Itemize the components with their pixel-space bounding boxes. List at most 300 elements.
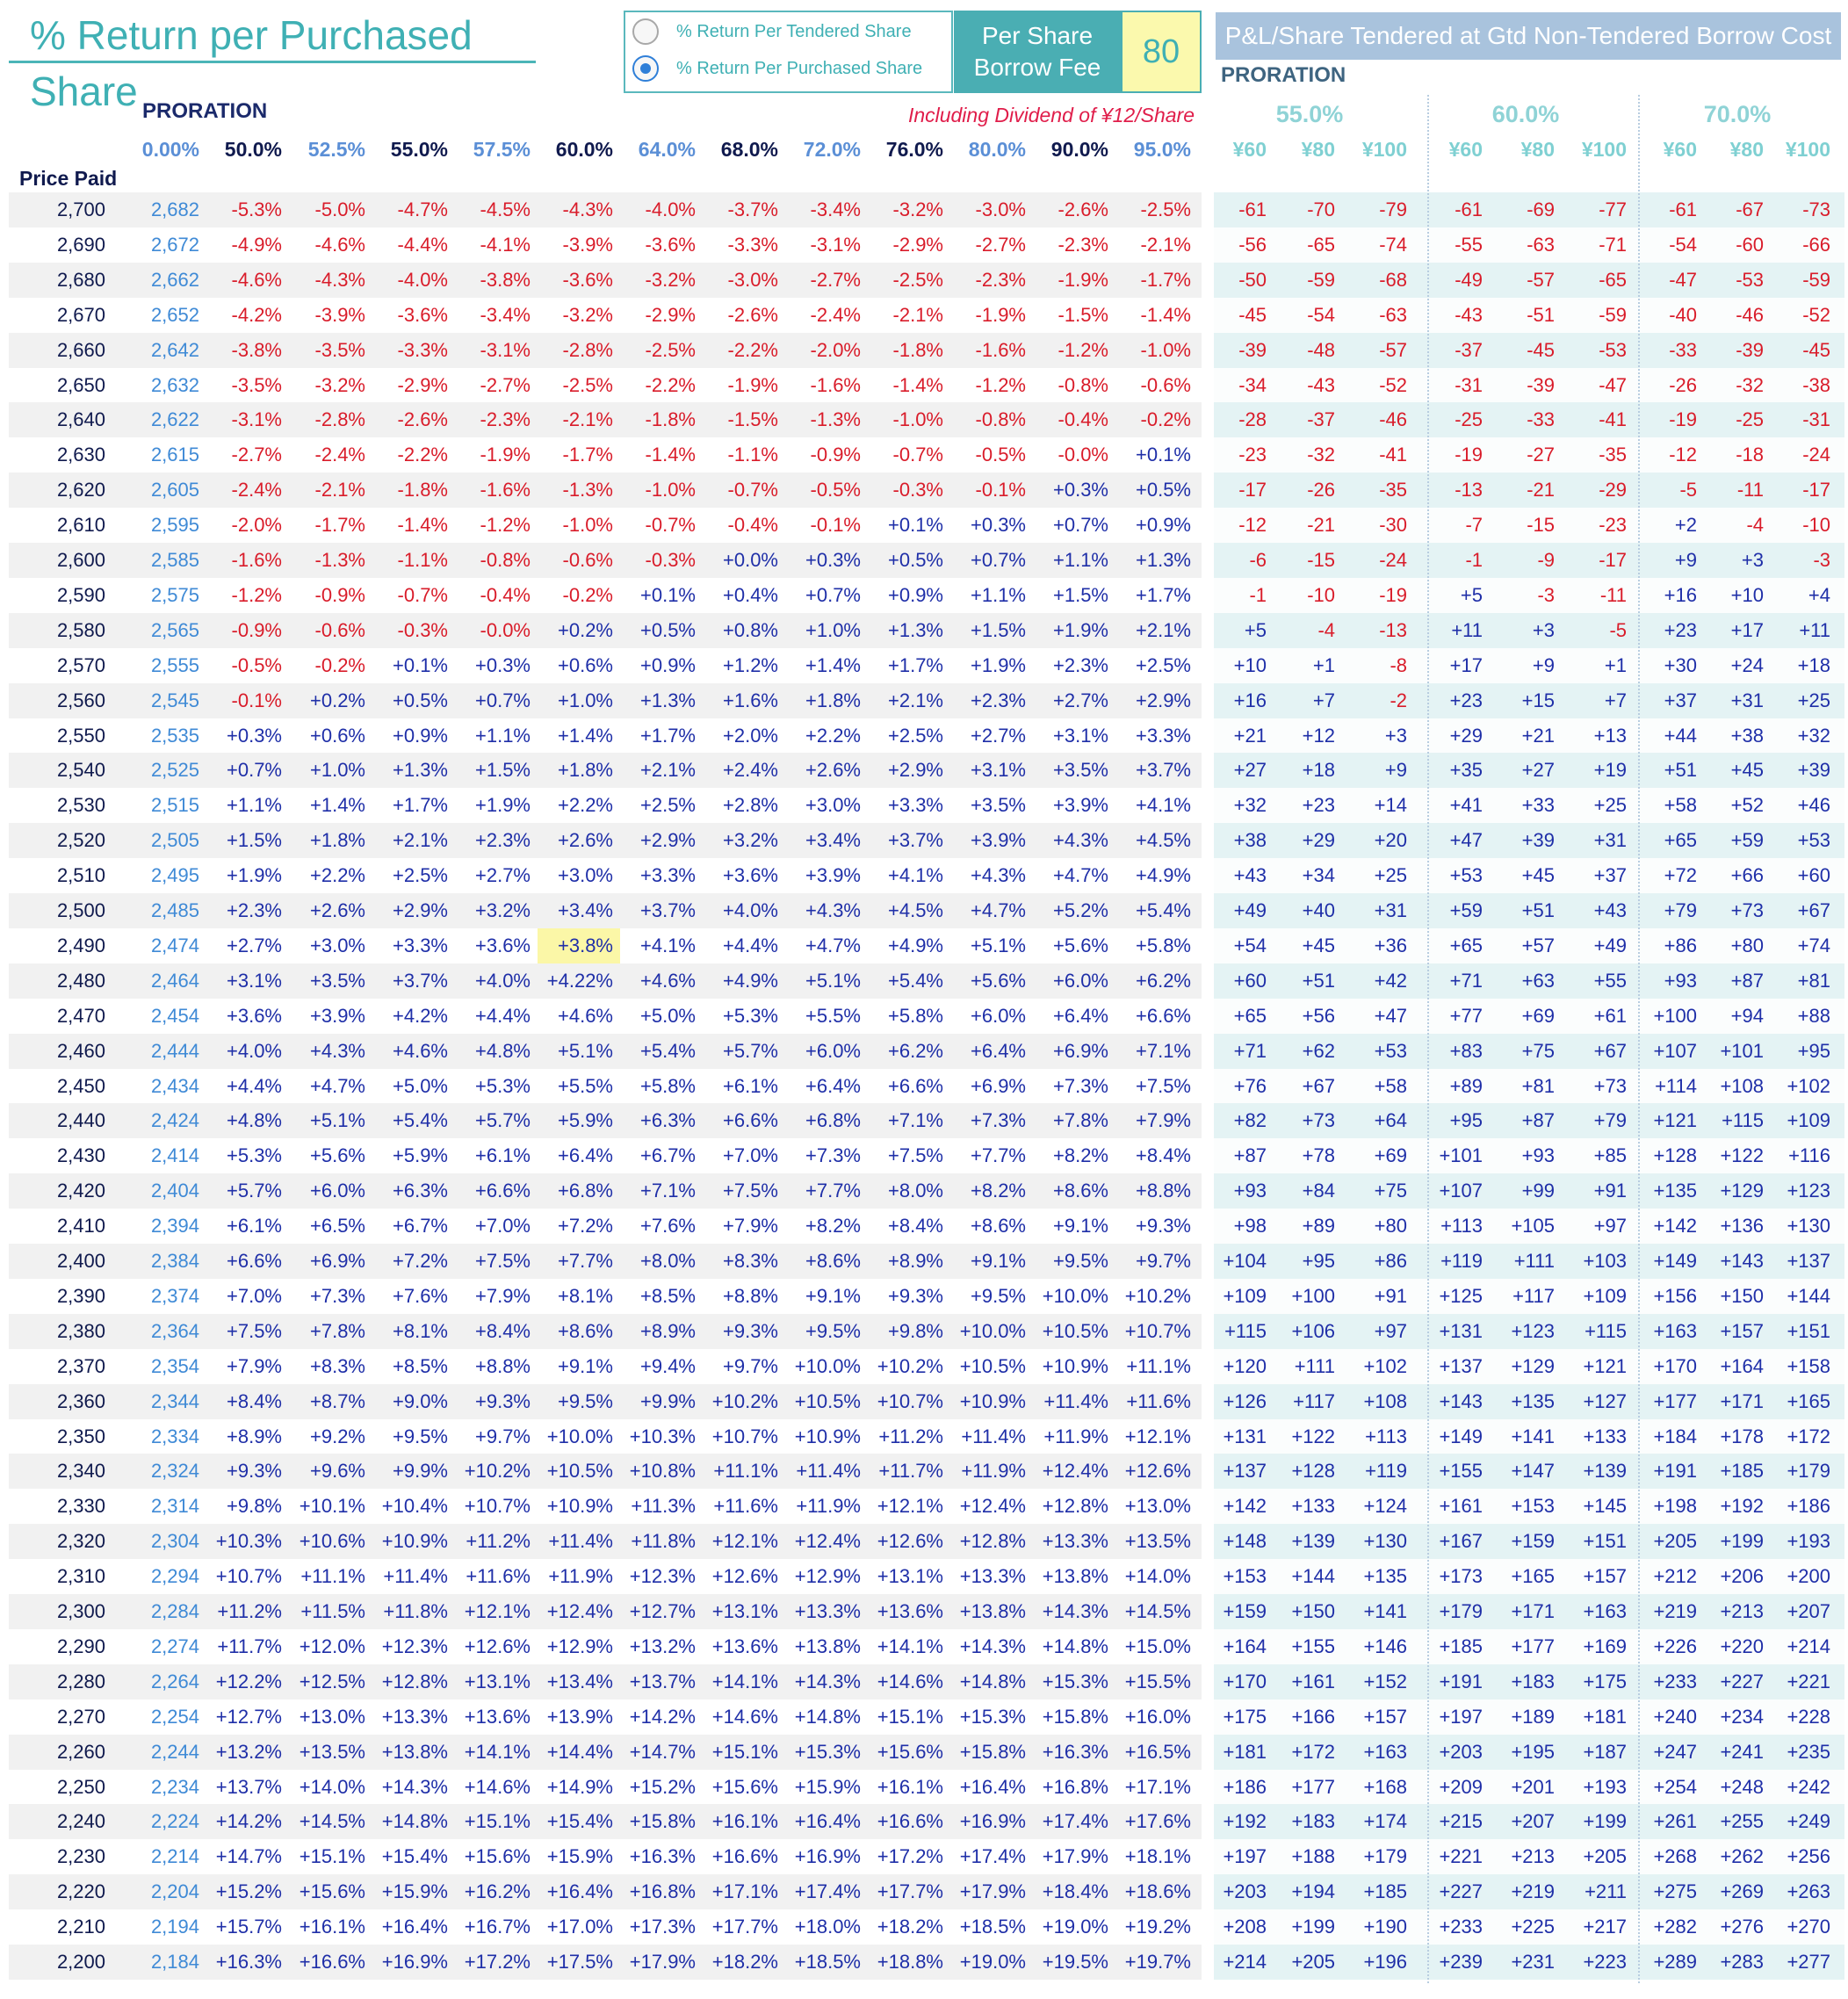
return-cell[interactable]: -0.7% <box>397 583 448 606</box>
pl-cell[interactable]: -60 <box>1736 233 1764 256</box>
return-cell[interactable]: +13.6% <box>711 1635 778 1657</box>
return-cell[interactable]: +3.6% <box>475 934 531 956</box>
pl-cell[interactable]: -15 <box>1527 514 1555 537</box>
return-cell[interactable]: +8.2% <box>805 1215 861 1238</box>
return-cell[interactable]: +17.4% <box>794 1880 861 1903</box>
pl-cell[interactable]: +58 <box>1374 1074 1407 1097</box>
return-cell[interactable]: +10.5% <box>1042 1319 1108 1342</box>
pl-cell[interactable]: -39 <box>1527 373 1555 396</box>
return-cell[interactable]: +8.4% <box>1136 1144 1191 1167</box>
return-cell[interactable]: +7.9% <box>227 1354 282 1377</box>
return-cell[interactable]: +3.3% <box>888 794 943 817</box>
pl-cell[interactable]: +270 <box>1787 1916 1830 1938</box>
pl-cell[interactable]: -17 <box>1802 479 1830 502</box>
return-cell[interactable]: +6.7% <box>640 1144 696 1167</box>
return-cell[interactable]: +11.7% <box>878 1460 943 1483</box>
return-cell[interactable]: -3.0% <box>975 198 1026 220</box>
return-cell[interactable]: +4.3% <box>971 864 1026 887</box>
radio-option-tendered[interactable] <box>632 14 912 49</box>
return-cell[interactable]: +14.8% <box>1042 1635 1108 1657</box>
return-cell[interactable]: +16.9% <box>794 1845 861 1868</box>
pl-cell[interactable]: -17 <box>1238 479 1267 502</box>
return-cell[interactable]: +9.7% <box>723 1354 778 1377</box>
return-cell[interactable]: +17.5% <box>546 1951 613 1973</box>
return-cell[interactable]: +4.3% <box>1053 829 1108 852</box>
return-cell[interactable]: -1.6% <box>810 373 861 396</box>
return-cell[interactable]: +1.5% <box>227 829 282 852</box>
pl-cell[interactable]: +282 <box>1653 1916 1697 1938</box>
pl-cell[interactable]: -10 <box>1802 514 1830 537</box>
pl-cell[interactable]: +158 <box>1787 1354 1830 1377</box>
pl-cell[interactable]: +115 <box>1722 1109 1764 1132</box>
pl-cell[interactable]: +234 <box>1720 1705 1764 1728</box>
return-cell[interactable]: +3.4% <box>805 829 861 852</box>
return-cell[interactable]: +1.3% <box>393 759 448 782</box>
pl-cell[interactable]: -11 <box>1599 583 1627 606</box>
return-cell[interactable]: +9.0% <box>393 1389 448 1412</box>
pl-cell[interactable]: +172 <box>1291 1740 1335 1763</box>
pl-cell[interactable]: -3 <box>1537 583 1555 606</box>
return-cell[interactable]: +3.3% <box>640 864 696 887</box>
return-cell[interactable]: +2.0% <box>723 724 778 747</box>
return-cell[interactable]: -0.9% <box>810 444 861 466</box>
pl-cell[interactable]: -61 <box>1455 198 1483 220</box>
return-cell[interactable]: +15.8% <box>1042 1705 1108 1728</box>
return-cell[interactable]: +1.0% <box>558 689 613 711</box>
pl-cell[interactable]: +85 <box>1593 1144 1627 1167</box>
return-cell[interactable]: +14.6% <box>877 1670 943 1692</box>
return-cell[interactable]: -1.8% <box>397 479 448 502</box>
return-cell[interactable]: +10.5% <box>546 1460 613 1483</box>
pl-cell[interactable]: +36 <box>1374 934 1407 956</box>
pl-cell[interactable]: +13 <box>1593 724 1627 747</box>
return-cell[interactable]: +7.7% <box>805 1180 861 1202</box>
pl-cell[interactable]: -37 <box>1455 338 1483 361</box>
pl-cell[interactable]: -67 <box>1736 198 1764 220</box>
return-cell[interactable]: +15.3% <box>959 1705 1026 1728</box>
pl-cell[interactable]: +53 <box>1797 829 1830 852</box>
pl-cell[interactable]: +79 <box>1593 1109 1627 1132</box>
return-cell[interactable]: +17.9% <box>1042 1845 1108 1868</box>
pl-cell[interactable]: +41 <box>1449 794 1483 817</box>
return-cell[interactable]: -2.5% <box>1140 198 1191 220</box>
pl-cell[interactable]: +15 <box>1521 689 1555 711</box>
return-cell[interactable]: -0.2% <box>562 583 613 606</box>
pl-cell[interactable]: +163 <box>1653 1319 1697 1342</box>
return-cell[interactable]: +16.7% <box>464 1916 531 1938</box>
return-cell[interactable]: +4.4% <box>227 1074 282 1097</box>
pl-cell[interactable]: +161 <box>1439 1495 1483 1518</box>
return-cell[interactable]: -3.1% <box>231 408 282 431</box>
pl-cell[interactable]: +149 <box>1439 1425 1483 1447</box>
pl-cell[interactable]: +152 <box>1363 1670 1407 1692</box>
pl-cell[interactable]: +30 <box>1664 653 1697 676</box>
return-cell[interactable]: +10.9% <box>381 1530 448 1553</box>
return-cell[interactable]: +14.6% <box>711 1705 778 1728</box>
return-cell[interactable]: -1.1% <box>397 549 448 571</box>
return-cell[interactable]: +15.4% <box>546 1810 613 1833</box>
return-cell[interactable]: +10.7% <box>877 1389 943 1412</box>
pl-cell[interactable]: +179 <box>1363 1845 1407 1868</box>
pl-cell[interactable]: +107 <box>1653 1039 1697 1062</box>
pl-cell[interactable]: +136 <box>1720 1215 1764 1238</box>
return-cell[interactable]: +7.2% <box>558 1215 613 1238</box>
return-cell[interactable]: +2.3% <box>227 899 282 921</box>
pl-cell[interactable]: +179 <box>1439 1600 1483 1622</box>
pl-cell[interactable]: +199 <box>1291 1916 1335 1938</box>
return-cell[interactable]: +1.8% <box>558 759 613 782</box>
pl-cell[interactable]: -11 <box>1736 479 1764 502</box>
return-cell[interactable]: +14.3% <box>794 1670 861 1692</box>
return-cell[interactable]: +9.5% <box>805 1319 861 1342</box>
return-cell[interactable]: +4.1% <box>1136 794 1191 817</box>
pl-cell[interactable]: +121 <box>1653 1109 1697 1132</box>
pl-cell[interactable]: -41 <box>1379 444 1407 466</box>
return-cell[interactable]: +9.5% <box>393 1425 448 1447</box>
pl-cell[interactable]: -63 <box>1527 233 1555 256</box>
pl-cell[interactable]: -4 <box>1746 514 1764 537</box>
pl-cell[interactable]: +220 <box>1720 1635 1764 1657</box>
return-cell[interactable]: +10.2% <box>1124 1284 1191 1307</box>
pl-cell[interactable]: +67 <box>1302 1074 1335 1097</box>
pl-cell[interactable]: +113 <box>1440 1215 1483 1238</box>
return-cell[interactable]: +15.9% <box>381 1880 448 1903</box>
pl-cell[interactable]: +65 <box>1449 934 1483 956</box>
pl-cell[interactable]: +87 <box>1233 1144 1267 1167</box>
pl-cell[interactable]: +43 <box>1233 864 1267 887</box>
return-cell[interactable]: +16.1% <box>877 1775 943 1798</box>
return-cell[interactable]: +4.7% <box>971 899 1026 921</box>
pl-cell[interactable]: +88 <box>1797 1004 1830 1027</box>
pl-cell[interactable]: +47 <box>1449 829 1483 852</box>
return-cell[interactable]: +13.8% <box>794 1635 861 1657</box>
return-cell[interactable]: +13.8% <box>1042 1565 1108 1588</box>
return-cell[interactable]: +7.3% <box>971 1109 1026 1132</box>
pl-cell[interactable]: +183 <box>1291 1810 1335 1833</box>
return-cell[interactable]: +5.7% <box>475 1109 531 1132</box>
pl-cell[interactable]: +240 <box>1653 1705 1697 1728</box>
return-cell[interactable]: -2.5% <box>892 268 943 291</box>
return-cell[interactable]: -2.3% <box>975 268 1026 291</box>
return-cell[interactable]: +16.4% <box>794 1810 861 1833</box>
pl-cell[interactable]: +189 <box>1511 1705 1555 1728</box>
return-cell[interactable]: +7.1% <box>1136 1039 1191 1062</box>
pl-cell[interactable]: +145 <box>1583 1495 1627 1518</box>
return-cell[interactable]: +5.3% <box>723 1004 778 1027</box>
pl-cell[interactable]: -35 <box>1599 444 1627 466</box>
return-cell[interactable]: +15.8% <box>629 1810 696 1833</box>
return-cell[interactable]: +0.5% <box>888 549 943 571</box>
pl-cell[interactable]: +84 <box>1302 1180 1335 1202</box>
return-cell[interactable]: +2.7% <box>227 934 282 956</box>
return-cell[interactable]: -3.4% <box>810 198 861 220</box>
pl-cell[interactable]: +95 <box>1449 1109 1483 1132</box>
pl-cell[interactable]: +7 <box>1604 689 1627 711</box>
return-cell[interactable]: +3.1% <box>1053 724 1108 747</box>
return-cell[interactable]: -4.6% <box>314 233 365 256</box>
return-cell[interactable]: +0.3% <box>805 549 861 571</box>
return-cell[interactable]: +6.4% <box>1053 1004 1108 1027</box>
pl-cell[interactable]: +149 <box>1653 1250 1697 1272</box>
pl-cell[interactable]: +73 <box>1593 1074 1627 1097</box>
return-cell[interactable]: +0.7% <box>475 689 531 711</box>
return-cell[interactable]: +9.7% <box>1136 1250 1191 1272</box>
return-cell[interactable]: -0.1% <box>231 689 282 711</box>
return-cell[interactable]: -1.5% <box>727 408 778 431</box>
return-cell[interactable]: +14.8% <box>959 1670 1026 1692</box>
return-cell[interactable]: +2.2% <box>310 864 365 887</box>
return-cell[interactable]: +1.4% <box>310 794 365 817</box>
pl-cell[interactable]: +197 <box>1223 1845 1267 1868</box>
pl-cell[interactable]: +49 <box>1233 899 1267 921</box>
pl-cell[interactable]: +76 <box>1233 1074 1267 1097</box>
pl-cell[interactable]: +163 <box>1583 1600 1627 1622</box>
pl-cell[interactable]: +133 <box>1583 1425 1627 1447</box>
pl-cell[interactable]: +187 <box>1583 1740 1627 1763</box>
return-cell[interactable]: +9.3% <box>888 1284 943 1307</box>
return-cell[interactable]: +2.7% <box>971 724 1026 747</box>
return-cell[interactable]: -1.6% <box>480 479 531 502</box>
return-cell[interactable]: -3.2% <box>645 268 696 291</box>
return-cell[interactable]: +15.4% <box>381 1845 448 1868</box>
pl-cell[interactable]: +18 <box>1797 653 1830 676</box>
return-cell[interactable]: +4.6% <box>558 1004 613 1027</box>
return-cell[interactable]: -4.0% <box>397 268 448 291</box>
pl-cell[interactable]: +123 <box>1511 1319 1555 1342</box>
return-cell[interactable]: +10.9% <box>959 1389 1026 1412</box>
return-cell[interactable]: +3.3% <box>393 934 448 956</box>
pl-cell[interactable]: +45 <box>1302 934 1335 956</box>
pl-cell[interactable]: +144 <box>1787 1284 1830 1307</box>
pl-cell[interactable]: +18 <box>1302 759 1335 782</box>
pl-cell[interactable]: +23 <box>1664 618 1697 641</box>
return-cell[interactable]: +19.0% <box>1042 1916 1108 1938</box>
pl-cell[interactable]: +177 <box>1511 1635 1555 1657</box>
return-cell[interactable]: +14.2% <box>629 1705 696 1728</box>
return-cell[interactable]: +16.3% <box>629 1845 696 1868</box>
pl-cell[interactable]: +25 <box>1593 794 1627 817</box>
return-cell[interactable]: +2.9% <box>393 899 448 921</box>
return-cell[interactable]: +2.5% <box>1136 653 1191 676</box>
return-cell[interactable]: +1.8% <box>805 689 861 711</box>
pl-cell[interactable]: +31 <box>1593 829 1627 852</box>
return-cell[interactable]: +10.2% <box>464 1460 531 1483</box>
return-cell[interactable]: -3.8% <box>231 338 282 361</box>
pl-cell[interactable]: -54 <box>1307 303 1335 326</box>
pl-cell[interactable]: +81 <box>1521 1074 1555 1097</box>
return-cell[interactable]: +16.8% <box>629 1880 696 1903</box>
pl-cell[interactable]: +289 <box>1653 1951 1697 1973</box>
return-cell[interactable]: +0.5% <box>640 618 696 641</box>
return-cell[interactable]: +16.6% <box>877 1810 943 1833</box>
return-cell[interactable]: +7.5% <box>723 1180 778 1202</box>
return-cell[interactable]: +5.6% <box>971 969 1026 992</box>
return-cell[interactable]: +0.3% <box>475 653 531 676</box>
pl-cell[interactable]: +105 <box>1511 1215 1555 1238</box>
return-cell[interactable]: -4.2% <box>231 303 282 326</box>
return-cell[interactable]: +14.6% <box>464 1775 531 1798</box>
return-cell[interactable]: +7.2% <box>393 1250 448 1272</box>
return-cell[interactable]: +13.4% <box>546 1670 613 1692</box>
return-cell[interactable]: -2.1% <box>1140 233 1191 256</box>
pl-cell[interactable]: +11 <box>1451 618 1483 641</box>
pl-cell[interactable]: +276 <box>1720 1916 1764 1938</box>
pl-cell[interactable]: +146 <box>1363 1635 1407 1657</box>
return-cell[interactable]: +7.9% <box>723 1215 778 1238</box>
return-cell[interactable]: +8.3% <box>310 1354 365 1377</box>
return-cell[interactable]: +10.1% <box>299 1495 365 1518</box>
pl-cell[interactable]: +125 <box>1439 1284 1483 1307</box>
pl-cell[interactable]: +191 <box>1439 1670 1483 1692</box>
return-cell[interactable]: +14.4% <box>546 1740 613 1763</box>
pl-cell[interactable]: +207 <box>1787 1600 1830 1622</box>
return-cell[interactable]: +0.9% <box>888 583 943 606</box>
return-cell[interactable]: +1.7% <box>640 724 696 747</box>
return-cell[interactable]: +8.4% <box>888 1215 943 1238</box>
pl-cell[interactable]: +83 <box>1449 1039 1483 1062</box>
return-cell[interactable]: +12.4% <box>546 1600 613 1622</box>
pl-cell[interactable]: +262 <box>1720 1845 1764 1868</box>
return-cell[interactable]: +6.8% <box>805 1109 861 1132</box>
pl-cell[interactable]: +87 <box>1730 969 1764 992</box>
pl-cell[interactable]: -63 <box>1379 303 1407 326</box>
return-cell[interactable]: -3.2% <box>314 373 365 396</box>
pl-cell[interactable]: +33 <box>1521 794 1555 817</box>
pl-cell[interactable]: -5 <box>1679 479 1697 502</box>
return-cell[interactable]: +6.0% <box>1053 969 1108 992</box>
pl-cell[interactable]: -32 <box>1307 444 1335 466</box>
pl-cell[interactable]: +165 <box>1787 1389 1830 1412</box>
return-cell[interactable]: +19.5% <box>1042 1951 1108 1973</box>
return-cell[interactable]: -2.5% <box>645 338 696 361</box>
return-cell[interactable]: +14.8% <box>794 1705 861 1728</box>
return-cell[interactable]: +11.1% <box>1126 1354 1191 1377</box>
pl-cell[interactable]: +196 <box>1363 1951 1407 1973</box>
pl-cell[interactable]: +115 <box>1224 1319 1267 1342</box>
pl-cell[interactable]: -6 <box>1249 549 1267 571</box>
return-cell[interactable]: +3.8% <box>538 928 620 963</box>
return-cell[interactable]: -3.8% <box>480 268 531 291</box>
return-cell[interactable]: +11.4% <box>548 1530 613 1553</box>
return-cell[interactable]: +2.6% <box>310 899 365 921</box>
pl-cell[interactable]: -52 <box>1802 303 1830 326</box>
return-cell[interactable]: +7.7% <box>558 1250 613 1272</box>
pl-cell[interactable]: +123 <box>1787 1180 1830 1202</box>
pl-cell[interactable]: +111 <box>1513 1250 1555 1272</box>
pl-cell[interactable]: +159 <box>1511 1530 1555 1553</box>
return-cell[interactable]: +2.5% <box>888 724 943 747</box>
return-cell[interactable]: +16.9% <box>959 1810 1026 1833</box>
pl-cell[interactable]: +175 <box>1223 1705 1267 1728</box>
return-cell[interactable]: +8.4% <box>227 1389 282 1412</box>
return-cell[interactable]: +3.6% <box>227 1004 282 1027</box>
pl-cell[interactable]: +169 <box>1583 1635 1627 1657</box>
pl-cell[interactable]: +69 <box>1374 1144 1407 1167</box>
return-cell[interactable]: +13.2% <box>215 1740 282 1763</box>
return-cell[interactable]: +9.9% <box>393 1460 448 1483</box>
pl-cell[interactable]: +51 <box>1521 899 1555 921</box>
return-cell[interactable]: +5.7% <box>227 1180 282 1202</box>
pl-cell[interactable]: +213 <box>1511 1845 1555 1868</box>
pl-cell[interactable]: -21 <box>1527 479 1555 502</box>
return-cell[interactable]: +11.1% <box>300 1565 365 1588</box>
borrow-fee-input[interactable]: 80 <box>1121 11 1202 93</box>
return-cell[interactable]: +2.2% <box>805 724 861 747</box>
pl-cell[interactable]: +93 <box>1233 1180 1267 1202</box>
return-cell[interactable]: -2.0% <box>810 338 861 361</box>
pl-cell[interactable]: -55 <box>1455 233 1483 256</box>
return-cell[interactable]: +2.1% <box>888 689 943 711</box>
return-cell[interactable]: +13.8% <box>959 1600 1026 1622</box>
pl-cell[interactable]: -24 <box>1379 549 1407 571</box>
return-cell[interactable]: +11.4% <box>961 1425 1026 1447</box>
pl-cell[interactable]: +124 <box>1363 1495 1407 1518</box>
return-cell[interactable]: -2.2% <box>397 444 448 466</box>
return-cell[interactable]: +19.0% <box>959 1951 1026 1973</box>
return-cell[interactable]: +1.3% <box>888 618 943 641</box>
pl-cell[interactable]: +269 <box>1720 1880 1764 1903</box>
pl-cell[interactable]: +139 <box>1291 1530 1335 1553</box>
pl-cell[interactable]: +170 <box>1653 1354 1697 1377</box>
pl-cell[interactable]: -33 <box>1669 338 1697 361</box>
return-cell[interactable]: +12.8% <box>1042 1495 1108 1518</box>
pl-cell[interactable]: +183 <box>1511 1670 1555 1692</box>
return-cell[interactable]: +7.1% <box>888 1109 943 1132</box>
pl-cell[interactable]: -66 <box>1802 233 1830 256</box>
pl-cell[interactable]: +69 <box>1521 1004 1555 1027</box>
pl-cell[interactable]: -52 <box>1379 373 1407 396</box>
return-cell[interactable]: +7.6% <box>393 1284 448 1307</box>
return-cell[interactable]: +14.7% <box>629 1740 696 1763</box>
return-cell[interactable]: -1.7% <box>562 444 613 466</box>
pl-cell[interactable]: -54 <box>1669 233 1697 256</box>
pl-cell[interactable]: +133 <box>1291 1495 1335 1518</box>
return-cell[interactable]: +11.9% <box>796 1495 861 1518</box>
pl-cell[interactable]: +166 <box>1291 1705 1335 1728</box>
pl-cell[interactable]: +73 <box>1730 899 1764 921</box>
pl-cell[interactable]: +114 <box>1655 1074 1697 1097</box>
return-cell[interactable]: +1.7% <box>393 794 448 817</box>
pl-cell[interactable]: +249 <box>1787 1810 1830 1833</box>
pl-cell[interactable]: +81 <box>1797 969 1830 992</box>
pl-cell[interactable]: -23 <box>1238 444 1267 466</box>
return-cell[interactable]: -2.7% <box>810 268 861 291</box>
return-cell[interactable]: -2.9% <box>397 373 448 396</box>
return-cell[interactable]: +12.1% <box>877 1495 943 1518</box>
pl-cell[interactable]: +181 <box>1223 1740 1267 1763</box>
return-cell[interactable]: -2.6% <box>397 408 448 431</box>
pl-cell[interactable]: +72 <box>1664 864 1697 887</box>
pl-cell[interactable]: -37 <box>1307 408 1335 431</box>
return-cell[interactable]: +9.8% <box>888 1319 943 1342</box>
return-cell[interactable]: +4.6% <box>393 1039 448 1062</box>
return-cell[interactable]: +16.1% <box>299 1916 365 1938</box>
return-cell[interactable]: +12.6% <box>1124 1460 1191 1483</box>
return-cell[interactable]: +8.3% <box>723 1250 778 1272</box>
return-cell[interactable]: +2.9% <box>888 759 943 782</box>
return-cell[interactable]: +13.1% <box>711 1600 778 1622</box>
pl-cell[interactable]: +111 <box>1294 1354 1335 1377</box>
pl-cell[interactable]: +150 <box>1291 1600 1335 1622</box>
return-cell[interactable]: -1.2% <box>1058 338 1108 361</box>
pl-cell[interactable]: +185 <box>1363 1880 1407 1903</box>
return-cell[interactable]: +0.7% <box>1053 514 1108 537</box>
pl-cell[interactable]: +53 <box>1449 864 1483 887</box>
return-cell[interactable]: +8.5% <box>640 1284 696 1307</box>
return-cell[interactable]: -1.7% <box>1140 268 1191 291</box>
pl-cell[interactable]: +9 <box>1674 549 1697 571</box>
pl-cell[interactable]: +221 <box>1439 1845 1483 1868</box>
